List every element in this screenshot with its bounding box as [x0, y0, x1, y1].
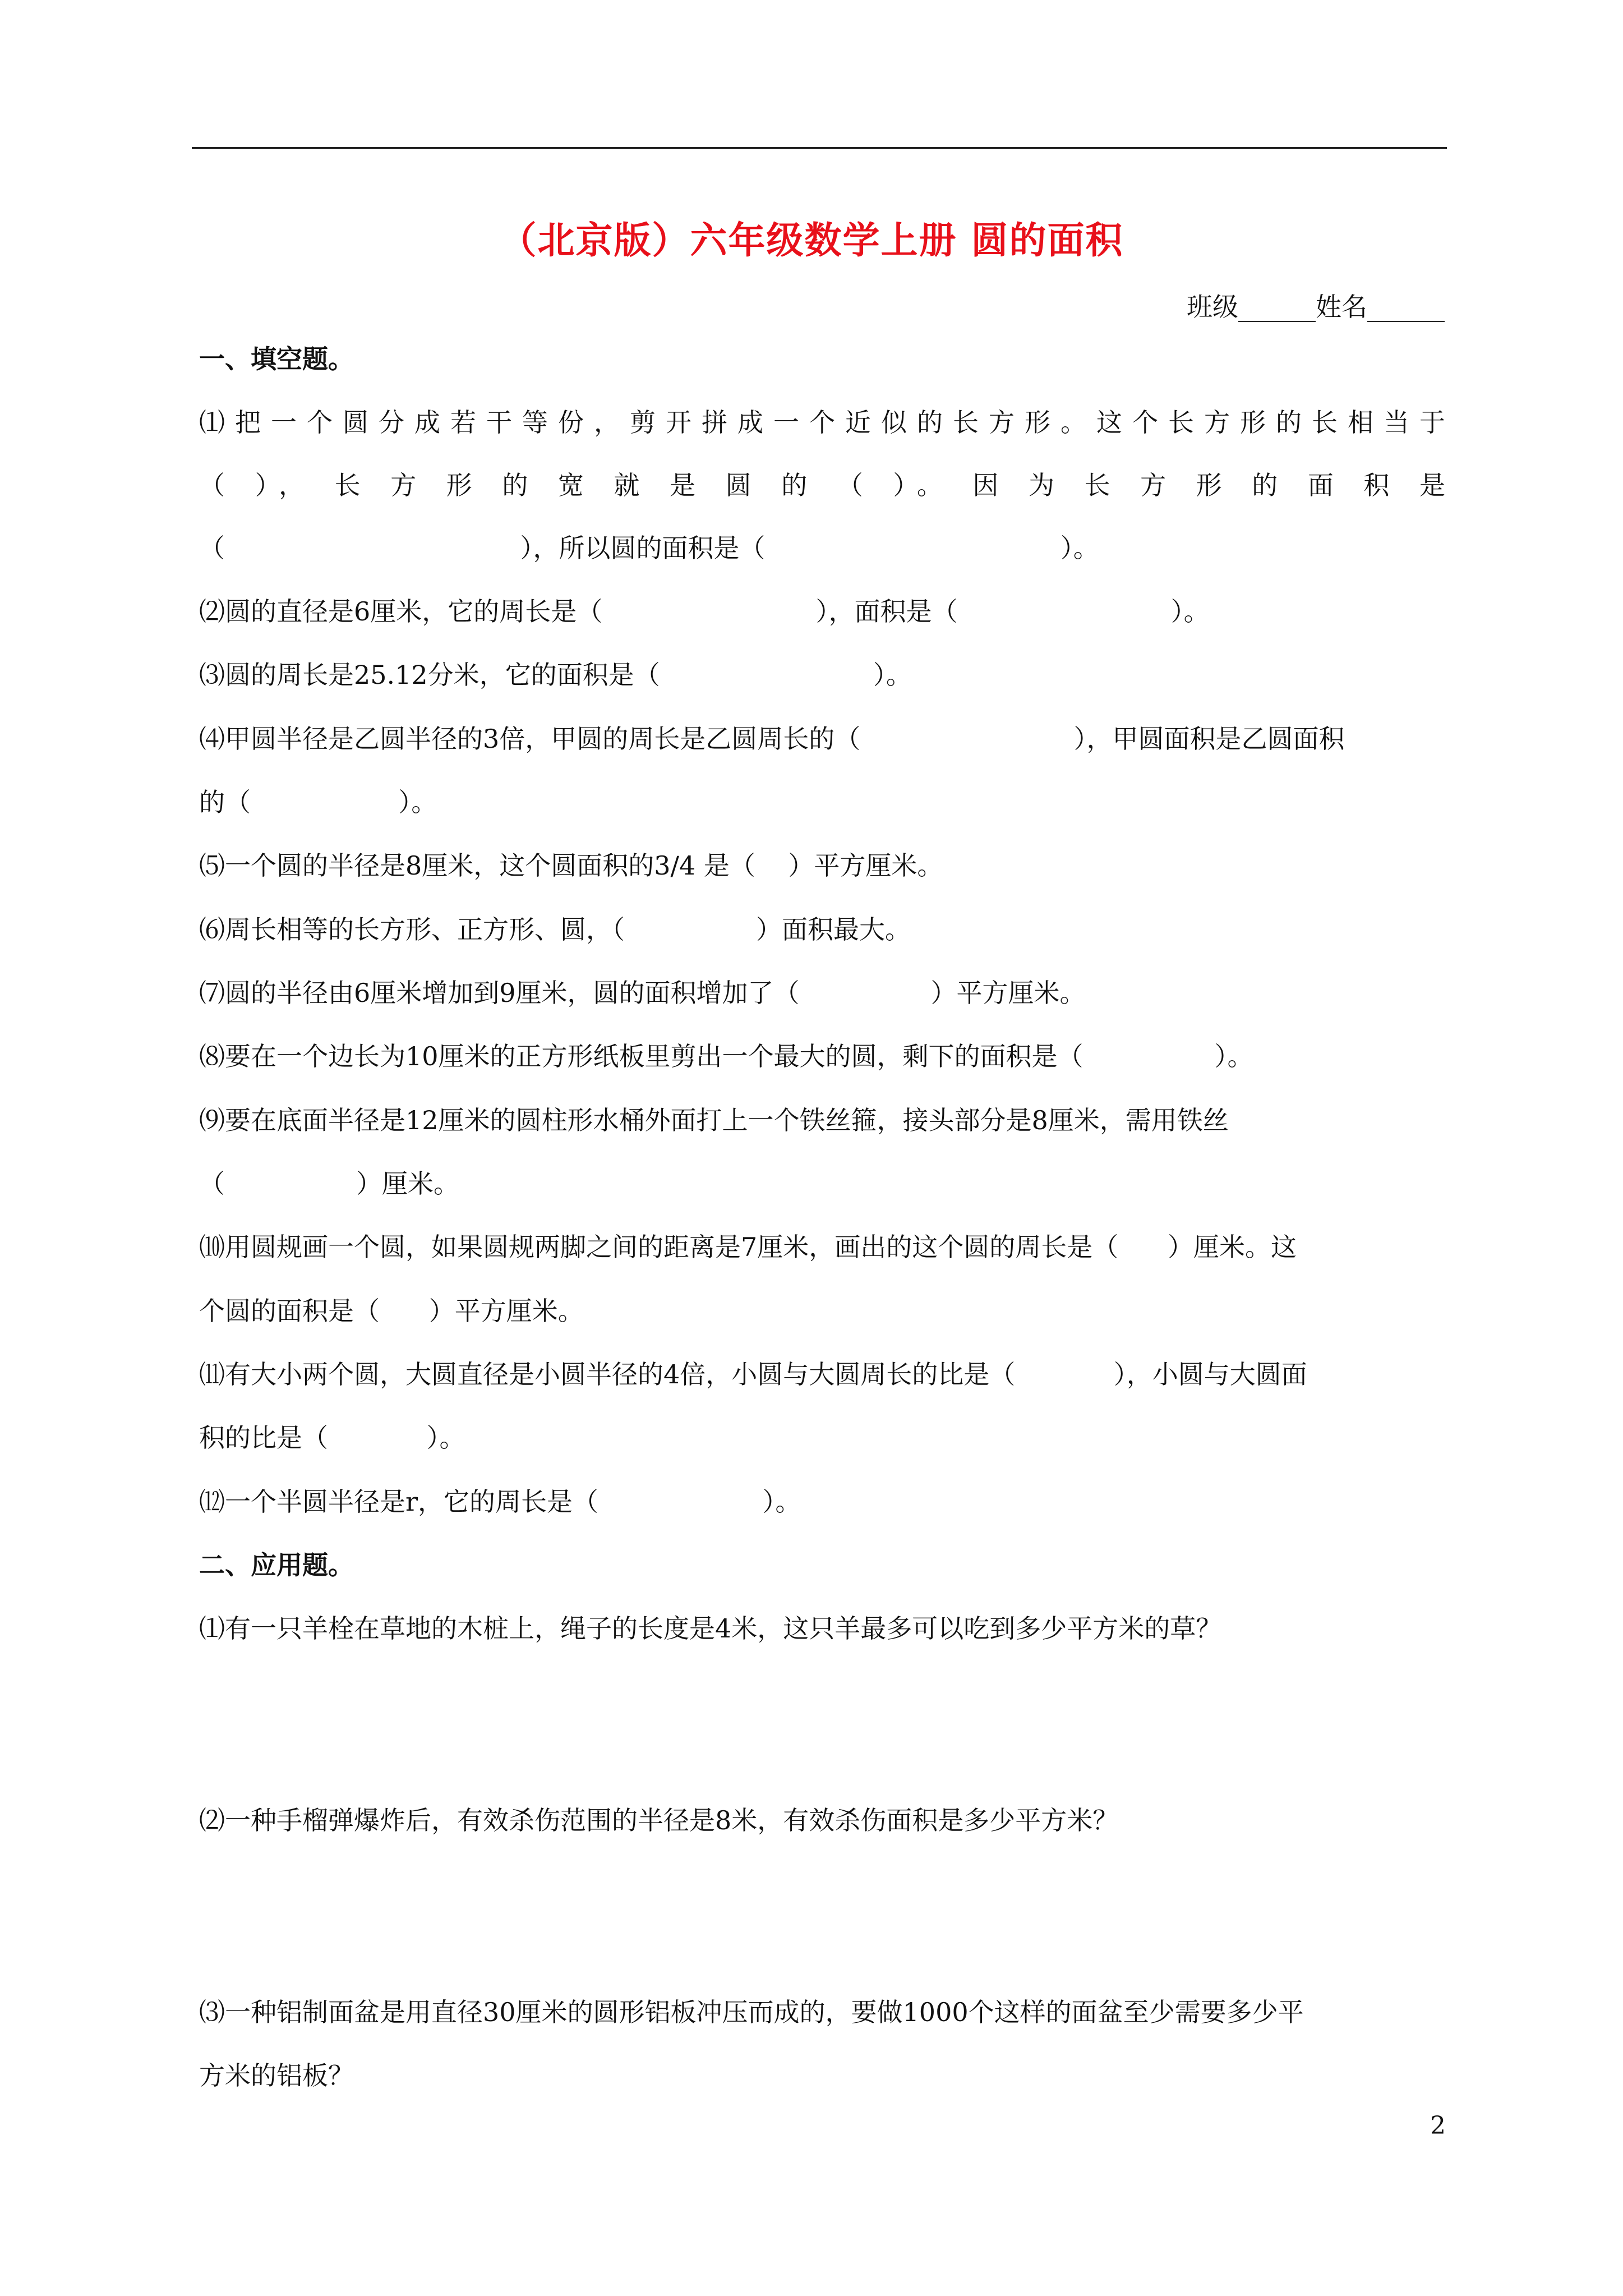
question-line: （ ）厘米。: [199, 1168, 459, 1199]
question-line: ⑷甲圆半径是乙圆半径的3倍，甲圆的周长是乙圆周长的（ ），甲圆面积是乙圆面积: [199, 724, 1345, 754]
header-rule: [192, 147, 1447, 149]
question-line: 积的比是（ ）。: [199, 1423, 465, 1453]
application-question: 方米的铝板？: [199, 2060, 354, 2091]
application-question: ⑵一种手榴弹爆炸后，有效杀伤范围的半径是8米，有效杀伤面积是多少平方米？: [199, 1805, 1119, 1835]
class-name-fields: 班级______姓名______: [1187, 292, 1445, 322]
application-question: ⑶一种铝制面盆是用直径30厘米的圆形铝板冲压而成的，要做1000个这样的面盆至少需要多少平: [199, 1997, 1304, 2027]
question-line: ⑵圆的直径是6厘米，它的周长是（ ），面积是（ ）。: [199, 596, 1210, 627]
question-line: （ ）， 长 方 形 的 宽 就 是 圆 的 （ ）。 因 为 长 方 形 的 面 积 是: [199, 470, 1445, 500]
question-line: ⑸一个圆的半径是8厘米，这个圆面积的3/4 是（ ）平方厘米。: [199, 850, 943, 881]
section-heading-application: 二、应用题。: [199, 1550, 354, 1580]
question-line: 个圆的面积是（ ）平方厘米。: [199, 1296, 584, 1326]
question-line: ⑼要在底面半径是12厘米的圆柱形水桶外面打上一个铁丝箍，接头部分是8厘米，需用铁丝: [199, 1105, 1229, 1135]
question-line: 的（ ）。: [199, 787, 437, 817]
question-line: ⑶圆的周长是25.12分米，它的面积是（ ）。: [199, 660, 912, 690]
question-line: （ ），所以圆的面积是（ ）。: [199, 533, 1099, 563]
question-line: ⑿一个半圆半径是r，它的周长是（ ）。: [199, 1487, 801, 1517]
page-title: （北京版）六年级数学上册 圆的面积: [499, 218, 1124, 262]
question-line: ⑾有大小两个圆，大圆直径是小圆半径的4倍，小圆与大圆周长的比是（ ），小圆与大圆面: [199, 1359, 1307, 1389]
question-line: ⑴ 把 一 个 圆 分 成 若 干 等 份 ， 剪 开 拼 成 一 个 近 似 的 长 方 形 。 这 个 长 方 形 的 长 相 当 于: [199, 407, 1445, 438]
question-line: ⑹周长相等的长方形、正方形、圆，（ ）面积最大。: [199, 914, 911, 945]
question-line: ⑺圆的半径由6厘米增加到9厘米，圆的面积增加了（ ）平方厘米。: [199, 978, 1086, 1008]
application-question: ⑴有一只羊栓在草地的木桩上，绳子的长度是4米，这只羊最多可以吃到多少平方米的草？: [199, 1613, 1222, 1644]
page-number: 2: [1430, 2111, 1446, 2140]
section-heading-fill-blank: 一、填空题。: [199, 344, 354, 374]
question-line: ⑽用圆规画一个圆，如果圆规两脚之间的距离是7厘米，画出的这个圆的周长是（ ）厘米。这: [199, 1232, 1297, 1262]
question-line: ⑻要在一个边长为10厘米的正方形纸板里剪出一个最大的圆，剩下的面积是（ ）。: [199, 1041, 1253, 1071]
